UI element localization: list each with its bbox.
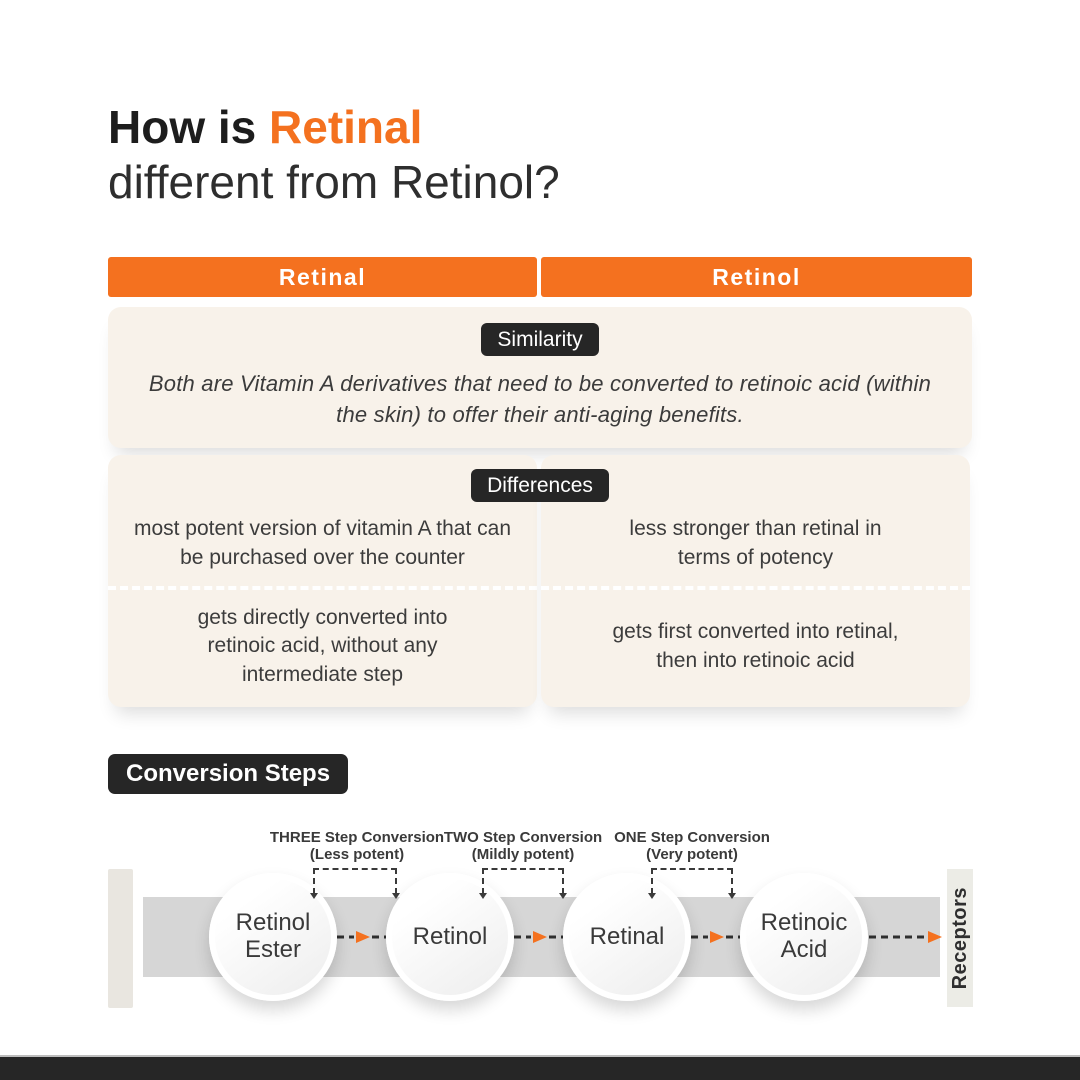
diff-text: most potent version of vitamin A that can be purchased over the counter — [133, 517, 512, 569]
diff-text: less stronger than retinal in terms of potency — [629, 517, 882, 569]
conversion-steps-badge: Conversion Steps — [108, 754, 348, 794]
step-label: Retinal — [589, 922, 665, 950]
dashed-arrow-icon — [691, 929, 741, 950]
similarity-panel — [108, 307, 972, 448]
bracket-label-line2: (Very potent) — [646, 846, 738, 863]
bracket-label-line1: ONE Step Conversion — [614, 829, 770, 846]
dashed-arrow-icon — [514, 929, 564, 950]
diff-text: gets directly converted into retinoic acid, without any intermediate step — [197, 605, 448, 686]
step-label: Retinol — [412, 922, 488, 950]
down-arrow-icon — [479, 893, 487, 899]
bracket-label-one-step — [562, 829, 822, 863]
differences-badge-wrap — [108, 469, 972, 502]
title-line1 — [108, 100, 560, 155]
down-arrow-icon — [392, 893, 400, 899]
receptors-bar — [947, 869, 973, 1007]
step-circle-retinoic-acid — [740, 873, 868, 1001]
title-retinal-highlight: Retinal — [269, 101, 423, 153]
down-arrow-icon — [648, 893, 656, 899]
receptors-label: Receptors — [948, 886, 971, 990]
diff-cell-retinal-2 — [108, 590, 537, 703]
title-how-is: How is — [108, 101, 257, 153]
page-title — [108, 100, 560, 210]
down-arrow-icon — [559, 893, 567, 899]
bracket-label-line1: THREE Step Conversion — [269, 829, 445, 846]
bracket-label-line2: (Less potent) — [309, 846, 405, 863]
diff-cell-retinol-2 — [541, 590, 970, 703]
column-header-retinal: Retinal — [108, 257, 537, 297]
similarity-text: Both are Vitamin A derivatives that need to be converted to retinoic acid (within the skin) to offer their anti-aging benefits. — [148, 371, 932, 427]
down-arrow-icon — [728, 893, 736, 899]
differences-badge: Differences — [471, 469, 609, 502]
diff-text: gets first converted into retinal, then into retinoic acid — [612, 620, 899, 672]
column-header-retinol: Retinol — [541, 257, 972, 297]
similarity-badge: Similarity — [481, 323, 598, 356]
dashed-arrow-icon — [337, 929, 387, 950]
dashed-arrow-to-receptors-icon — [869, 929, 943, 950]
bracket-three-step-icon — [313, 868, 397, 894]
step-label: Retinol Ester — [235, 909, 311, 963]
down-arrow-icon — [310, 893, 318, 899]
diagram-left-bar — [108, 869, 133, 1008]
bracket-two-step-icon — [482, 868, 564, 894]
step-label: Retinoic Acid — [760, 909, 848, 963]
bracket-label-line2: (Mildly potent) — [471, 846, 575, 863]
footer-bar — [0, 1055, 1080, 1080]
bracket-one-step-icon — [651, 868, 733, 894]
title-line2: different from Retinol? — [108, 156, 560, 208]
bracket-label-line1: TWO Step Conversion — [443, 829, 603, 846]
